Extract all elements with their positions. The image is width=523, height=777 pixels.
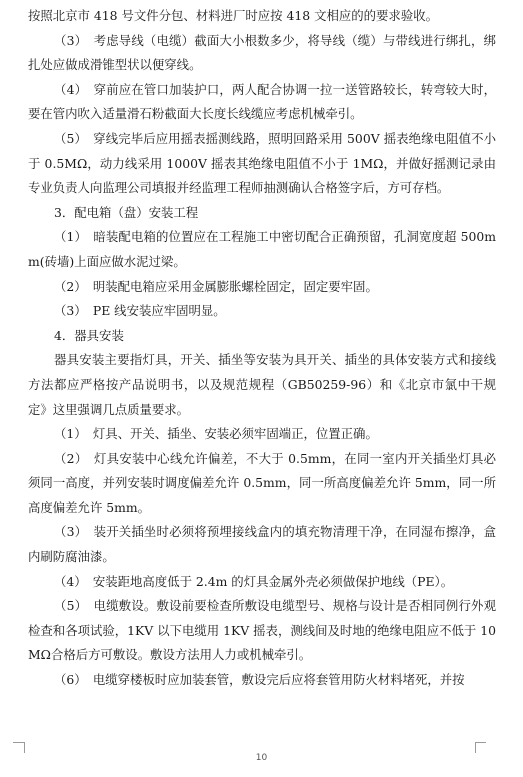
- section-heading-distribution-box: 3．配电箱（盘）安装工程: [54, 204, 199, 220]
- crop-mark-bottom-right-vertical: [475, 742, 487, 753]
- paragraph-item-3-wire-binding: （3） 考虑导线（电缆）截面大小根数多少，将导线（缆）与带线进行绑扎，绑扎处应做成滑锥型状以便穿线。: [28, 32, 496, 73]
- paragraph-fixture-item-4: （4） 安装距地高度低于 2.4m 的灯具金属外壳必须做保护地线（PE）。: [54, 573, 454, 589]
- paragraph-fixture-item-5: （5） 电缆敷设。敷设前要检查所敷设电缆型号、规格与设计是否相同例行外观检查和各项试验，1KV 以下电缆用 1KV 摇表，测线间及时地的绝缘电阻应不低于 10MΩ合格后方可敷设。敷设方法用人力或机械牵引。: [28, 598, 496, 663]
- section-heading-fixture-installation: 4．器具安装: [54, 327, 124, 343]
- page-body: [28, 4, 496, 693]
- crop-mark-bottom-left-horizontal: [13, 742, 24, 743]
- paragraph-box-item-2: （2） 明装配电箱应采用金属膨胀螺栓固定，固定要牢固。: [54, 278, 378, 294]
- paragraph-fixture-item-6: （6） 电缆穿楼板时应加装套管，敷设完后应将套管用防火材料堵死，并按: [54, 672, 465, 688]
- paragraph-continued: 按照北京市 418 号文件分包、材料进厂时应按 418 文相应的的要求验收。: [28, 8, 438, 23]
- paragraph-fixture-item-2: （2） 灯具安装中心线允许偏差，不大于 0.5mm，在同一室内开关插坐灯具必须同一高度，并列安装时调度偏差允许 0.5mm，同一所高度偏差允许 5mm，同一所高度偏差允许 5mm。: [28, 450, 496, 515]
- paragraph-fixture-item-1: （1） 灯具、开关、插坐、安装必须牢固端正，位置正确。: [54, 426, 378, 442]
- paragraph-item-4-pipe-guard: （4） 穿前应在管口加装护口，两人配合协调一拉一送管路较长，转弯较大时，要在管内吹入适量滑石粉截面大长度长线缆应考虑机械牵引。: [28, 81, 496, 122]
- page-number: 10: [255, 753, 268, 763]
- crop-mark-bottom-right-horizontal: [475, 742, 486, 743]
- paragraph-fixture-intro: 器具安装主要指灯具，开关、插坐等安装为具开关、插坐的具体安装方式和接线方法都应严格按产品说明书，以及规范规程（GB50259-96）和《北京市氯中干规定》这里强调几点质量要求。: [28, 352, 496, 417]
- crop-mark-bottom-left-vertical: [13, 742, 25, 753]
- paragraph-box-item-1: （1） 暗装配电箱的位置应在工程施工中密切配合正确预留，孔洞宽度超 500mm(砖墙)上面应做水泥过梁。: [28, 229, 496, 269]
- paragraph-box-item-3: （3） PE 线安装应牢固明显。: [54, 303, 226, 319]
- paragraph-fixture-item-3: （3） 装开关插坐时必须将预埋接线盒内的填充物清理干净，在同湿布擦净，盒内刷防腐油漆。: [28, 524, 496, 565]
- paragraph-item-5-insulation-test: （5） 穿线完毕后应用摇表摇测线路，照明回路采用 500V 摇表绝缘电阻值不小于 0.5MΩ，动力线采用 1000V 摇表其绝缘电阻值不小于 1MΩ，并做好摇测记录由专业负责人向监理公司填报并经监理工程师抽测确认合格签字后，方可存档。: [28, 130, 496, 196]
